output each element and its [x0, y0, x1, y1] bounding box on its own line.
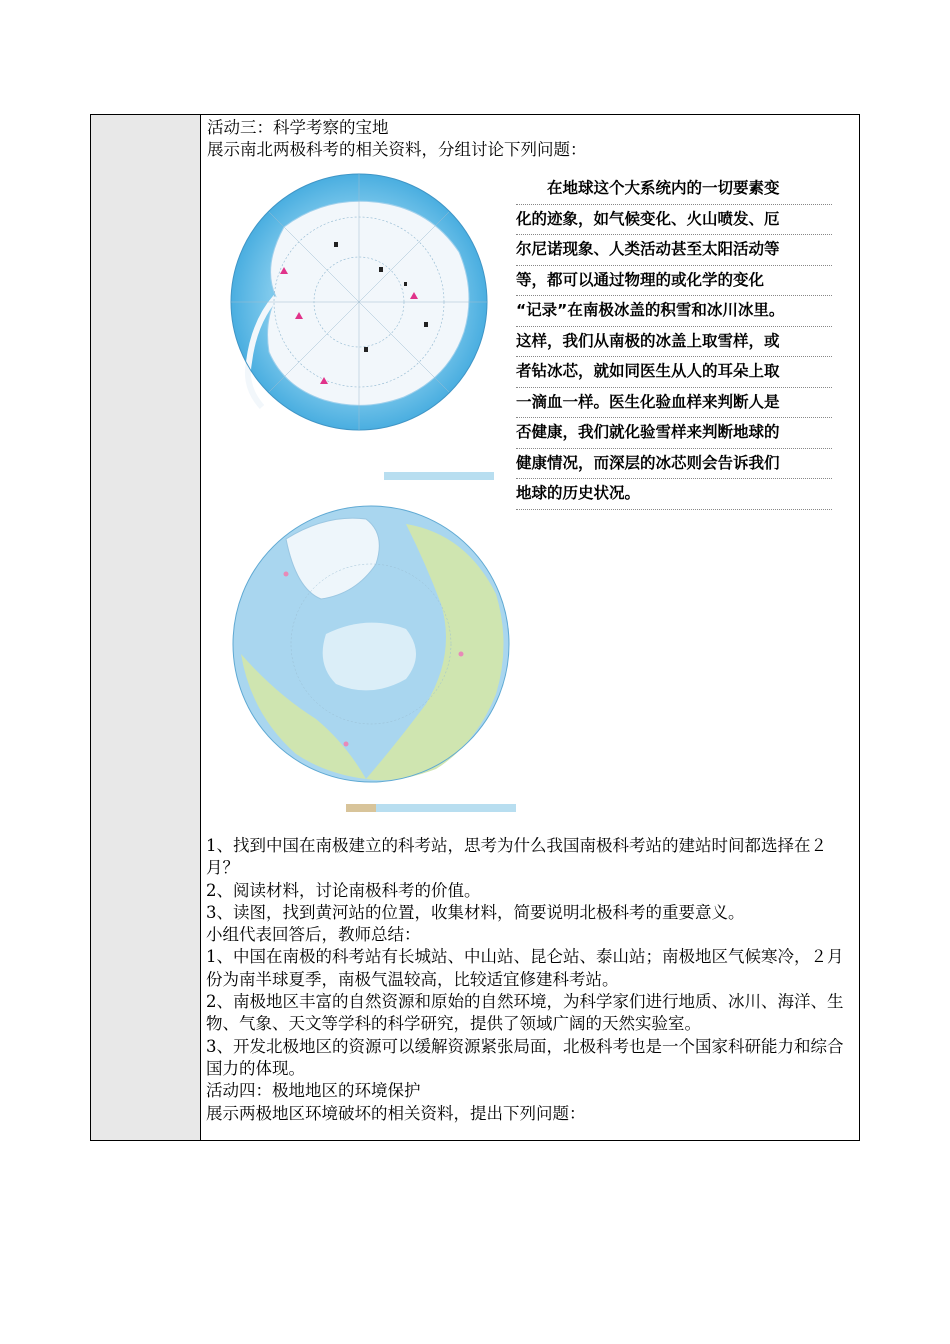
reading-passage	[516, 174, 832, 510]
answer-3: 3、开发北极地区的资源可以缓解资源紧张局面，北极科考也是一个国家科研能力和综合国力的体现。	[206, 1036, 844, 1078]
reading-line: 者钻冰芯，就如同医生从人的耳朵上取	[516, 357, 832, 388]
activity3-intro: 展示南北两极科考的相关资料，分组讨论下列问题：	[207, 140, 587, 159]
antarctica-map	[214, 172, 504, 494]
activity3-title: 活动三：科学考察的宝地	[207, 118, 389, 137]
question-2: 2、阅读材料，讨论南极科考的价值。	[206, 880, 481, 900]
activity4-title: 活动四：极地地区的环境保护	[206, 1081, 421, 1101]
reading-line: 在地球这个大系统内的一切要素变	[516, 174, 832, 205]
arctic-map	[226, 504, 526, 832]
question-1: 1、找到中国在南极建立的科考站，思考为什么我国南极科考站的建站时间都选择在２月？	[206, 836, 827, 878]
activity3-header	[207, 117, 855, 161]
reading-line: 一滴血一样。医生化验血样来判断人是	[516, 388, 832, 419]
reading-line: 化的迹象，如气候变化、火山喷发、厄	[516, 205, 832, 236]
reading-line: 等，都可以通过物理的或化学的变化	[516, 266, 832, 297]
reading-line: “记录”在南极冰盖的积雪和冰川冰里。	[516, 296, 832, 327]
answer-2: 2、南极地区丰富的自然资源和原始的自然环境，为科学家们进行地质、冰川、海洋、生物、气象、天文等学科的科学研究，提供了领域广阔的天然实验室。	[206, 992, 844, 1034]
questions-and-answers	[206, 835, 856, 1125]
figure-area	[206, 168, 856, 833]
reading-line: 尔尼诺现象、人类活动甚至太阳活动等	[516, 235, 832, 266]
summary-intro: 小组代表回答后，教师总结：	[206, 925, 421, 945]
left-column	[91, 115, 201, 1140]
question-3: 3、读图，找到黄河站的位置，收集材料，简要说明北极科考的重要意义。	[206, 902, 745, 922]
reading-line: 否健康，我们就化验雪样来判断地球的	[516, 418, 832, 449]
reading-line: 健康情况，而深层的冰芯则会告诉我们	[516, 449, 832, 480]
answer-1: 1、中国在南极的科考站有长城站、中山站、昆仑站、泰山站；南极地区气候寒冷，２月份为南半球夏季，南极气温较高，比较适宜修建科考站。	[206, 947, 844, 989]
activity4-intro: 展示两极地区环境破坏的相关资料，提出下列问题：	[206, 1103, 586, 1123]
reading-line: 地球的历史状况。	[516, 479, 832, 510]
reading-line: 这样，我们从南极的冰盖上取雪样，或	[516, 327, 832, 358]
